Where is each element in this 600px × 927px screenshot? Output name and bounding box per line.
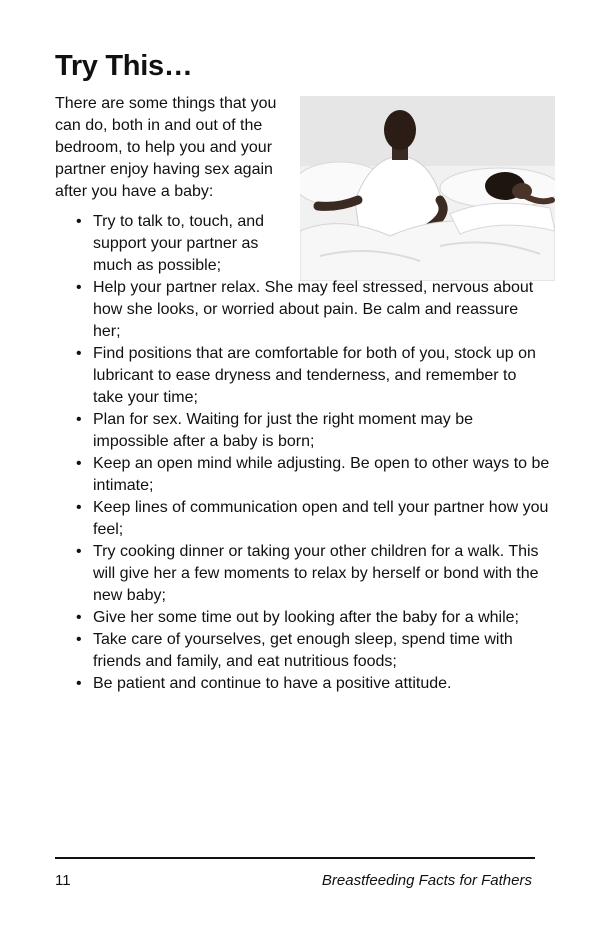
article-body <box>55 93 550 695</box>
tip-item: • Plan for sex. Waiting for just the right moment may be impossible after a baby is born; <box>55 409 550 453</box>
tip-item: • Give her some time out by looking after the baby for a while; <box>55 607 550 629</box>
tip-item: • Help your partner relax. She may feel stressed, nervous about how she looks, or worried about pain. Be calm and reassure her; <box>55 277 550 343</box>
footer-divider <box>55 857 535 859</box>
tip-item: • Find positions that are comfortable for both of you, stock up on lubricant to ease dryness and tenderness, and remember to take your time; <box>55 343 550 409</box>
intro-paragraph: There are some things that you can do, both in and out of the bedroom, to help you and your partner enjoy having sex again after you have a baby: <box>55 95 277 200</box>
tip-item: • Be patient and continue to have a positive attitude. <box>55 673 550 695</box>
tip-item: • Take care of yourselves, get enough sleep, spend time with friends and family, and eat nutritious foods; <box>55 629 550 673</box>
page-number: 11 <box>55 872 71 889</box>
page-title: Try This… <box>55 50 193 82</box>
book-title: Breastfeeding Facts for Fathers <box>321 872 532 889</box>
tip-item: • Try cooking dinner or taking your other children for a walk. This will give her a few moments to relax by herself or bond with the new baby; <box>55 541 550 607</box>
tips-list <box>55 211 550 695</box>
tip-item: • Try to talk to, touch, and support your partner as much as possible; <box>55 211 283 277</box>
tip-item: • Keep an open mind while adjusting. Be open to other ways to be intimate; <box>55 453 550 497</box>
tip-item: • Keep lines of communication open and tell your partner how you feel; <box>55 497 550 541</box>
